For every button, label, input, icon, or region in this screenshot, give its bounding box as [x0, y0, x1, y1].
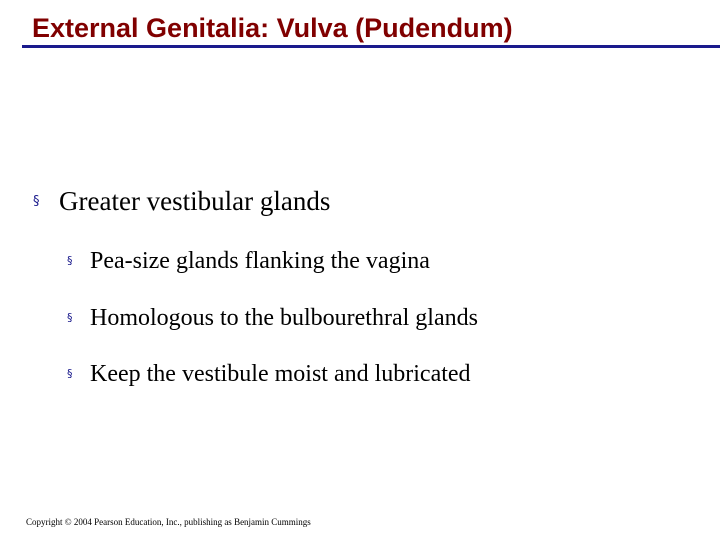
- sub-bullet-text: Keep the vestibule moist and lubricated: [90, 361, 471, 387]
- sub-bullet-text: Pea-size glands flanking the vagina: [90, 248, 430, 274]
- sub-bullet-item: [67, 248, 430, 275]
- slide-title: External Genitalia: Vulva (Pudendum): [32, 13, 513, 43]
- bullet-marker-icon: §: [67, 311, 73, 324]
- bullet-text: Greater vestibular glands: [59, 186, 331, 216]
- bullet-marker-icon: §: [67, 367, 73, 380]
- sub-bullet-item: [67, 361, 471, 388]
- bullet-marker-icon: §: [33, 194, 40, 209]
- bullet-item: [33, 186, 330, 217]
- sub-bullet-text: Homologous to the bulbourethral glands: [90, 305, 478, 331]
- bullet-marker-icon: §: [67, 254, 73, 267]
- copyright-footer: Copyright © 2004 Pearson Education, Inc., publishing as Benjamin Cummings: [26, 517, 311, 527]
- title-underline: [22, 45, 720, 48]
- sub-bullet-item: [67, 305, 478, 332]
